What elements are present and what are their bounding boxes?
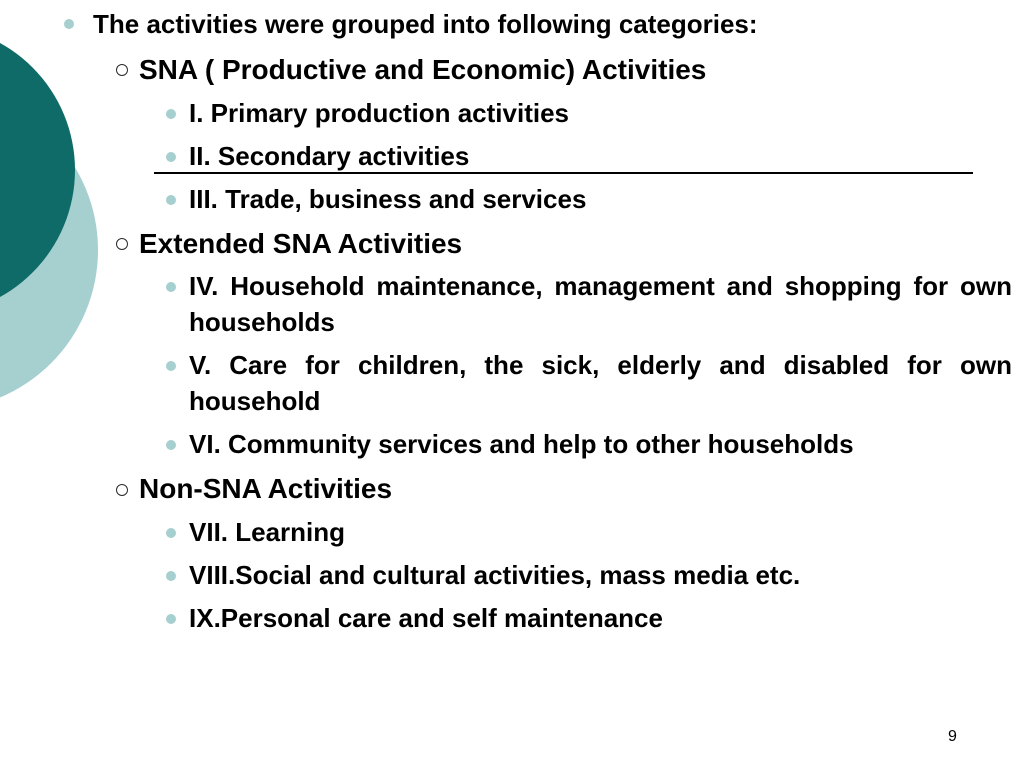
list-item: II. Secondary activities — [189, 141, 470, 171]
slide-heading: The activities were grouped into following categories: — [93, 9, 758, 39]
category-bullet-icon — [116, 64, 128, 76]
item-bullet-icon — [166, 195, 176, 205]
item-bullet-icon — [166, 152, 176, 162]
item-bullet-icon — [166, 282, 176, 292]
item-bullet-icon — [166, 109, 176, 119]
list-item: VI. Community services and help to other households — [189, 429, 854, 459]
decorative-circles — [0, 0, 110, 420]
item-bullet-icon — [166, 571, 176, 581]
category-title: SNA ( Productive and Economic) Activities — [139, 54, 707, 85]
item-bullet-icon — [166, 614, 176, 624]
category-title: Extended SNA Activities — [139, 228, 463, 259]
item-bullet-icon — [166, 528, 176, 538]
list-item: VIII.Social and cultural activities, mass media etc. — [189, 560, 801, 590]
category-bullet-icon — [116, 484, 128, 496]
list-item: III. Trade, business and services — [189, 184, 587, 214]
category-bullet-icon — [116, 238, 128, 250]
list-item: IX.Personal care and self maintenance — [189, 603, 663, 633]
list-item: I. Primary production activities — [189, 98, 569, 128]
list-item: V. Care for children, the sick, elderly and disabled for own household — [189, 350, 1012, 416]
category-title: Non-SNA Activities — [139, 473, 393, 504]
item-bullet-icon — [166, 361, 176, 371]
list-item: IV. Household maintenance, management and shopping for own households — [189, 271, 1012, 337]
list-item: VII. Learning — [189, 517, 346, 547]
heading-bullet-icon — [64, 19, 74, 29]
item-bullet-icon — [166, 440, 176, 450]
divider-line — [154, 172, 973, 174]
page-number: 9 — [948, 728, 957, 745]
